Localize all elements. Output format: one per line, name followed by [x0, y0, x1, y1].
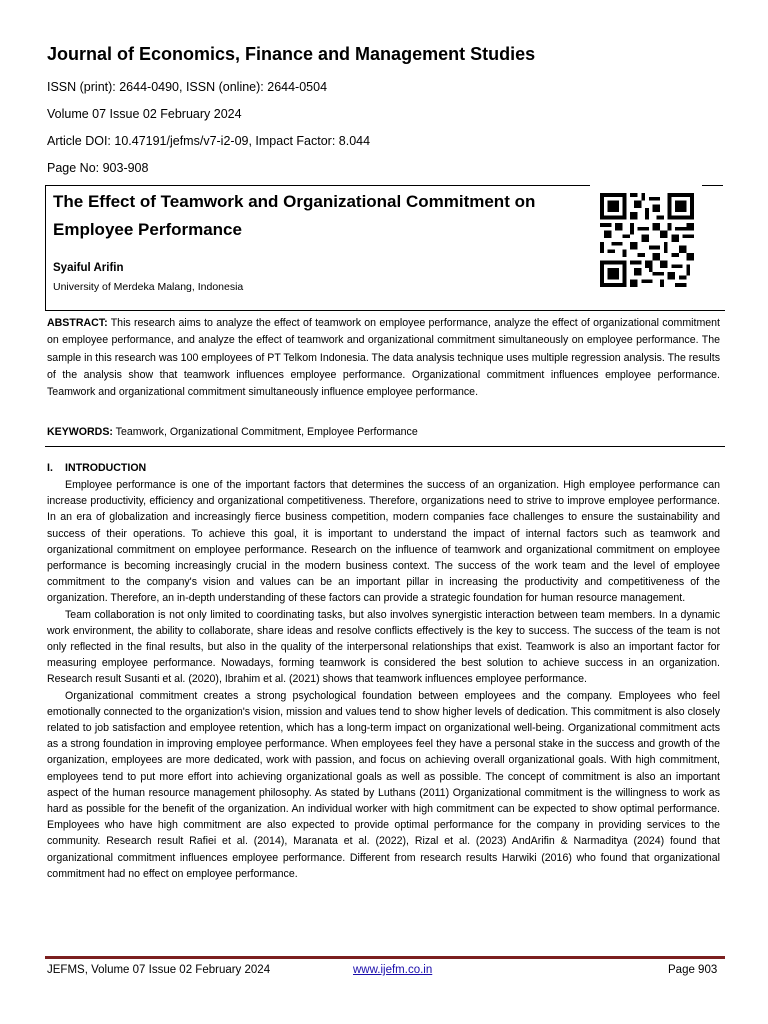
doi-line: Article DOI: 10.47191/jefms/v7-i2-09, Impact Factor: 8.044: [47, 134, 371, 148]
qr-code-icon[interactable]: [597, 193, 697, 287]
footer-rule: [45, 956, 725, 959]
abstract-top-rule: [45, 310, 725, 311]
keywords-text: Teamwork, Organizational Commitment, Employee Performance: [112, 426, 418, 438]
page-range-line: Page No: 903-908: [47, 161, 149, 175]
section-title: INTRODUCTION: [65, 462, 147, 474]
footer-page-number: Page 903: [668, 964, 718, 976]
abstract-bottom-rule: [45, 446, 725, 447]
paragraph: Organizational commitment creates a strong psychological foundation between employees and the company. Employees who feel emotionally connected to the organization's vision, mission and values tend to show higher levels of dedication. This commitment is also closely related to job satisfaction and employee retention, which has a long-term impact on organizational well-being. Organizational commitment acts as a strong foundation in improving employee performance. When employees feel they have a personal stake in the success and growth of the organization, employees are more dedicated, work with passion, and focus on achieving overall organizational goals. With high commitment, employees tend to put more effort into achieving organizational goals as well as possible. The concept of commitment is also an important aspect of the human resource management philosophy. As stated by Luthans (2011) Organizational commitment is the willingness to work as hard as possible for the benefit of the organization. An individual worker with high commitment can be expected to show optimal performance. Employees who have high commitment are also expected to provide optimal performance for the company in providing services to the community. Research result Rafiei et al. (2014), Maranata et al. (2022), Rizal et al. (2023) AndArifin & Narmaditya (2024) found that organizational commitment influences employee performance. Different from research results Harwiki (2016) who found that organizational commitment had no effect on employee performance.: [47, 689, 720, 880]
footer-website-link[interactable]: www.ijefm.co.in: [353, 964, 433, 976]
article-title: The Effect of Teamwork and Organizational Commitment on Employee Performance: [53, 192, 536, 239]
abstract-label: ABSTRACT:: [47, 317, 108, 329]
title-box-left-rule: [45, 185, 46, 310]
keywords: [47, 426, 720, 438]
footer-journal-issue: JEFMS, Volume 07 Issue 02 February 2024: [47, 964, 271, 976]
issn-line: ISSN (print): 2644-0490, ISSN (online): 2644-0504: [47, 80, 328, 94]
title-box-top-rule: [45, 185, 590, 186]
title-box-top-rule-right: [702, 185, 723, 186]
abstract-text: This research aims to analyze the effect of teamwork on employee performance, analyze the effect of organizational commitment on employee performance, and analyze the effect of teamwork and organizational commitment simultaneously on employee performance. The sample in this research was 100 employees of PT Telkom Indonesia. The data analysis technique uses multiple regression analysis. The results of the analysis show that teamwork influences employee performance. Organizational commitment influences employee performance. Teamwork and organizational commitment simultaneously influence employee performance.: [47, 317, 720, 399]
journal-title: Journal of Economics, Finance and Management Studies: [47, 44, 536, 64]
introduction-body: [47, 477, 720, 882]
volume-line: Volume 07 Issue 02 February 2024: [47, 107, 242, 121]
section-number: I.: [47, 462, 53, 474]
author-affiliation: University of Merdeka Malang, Indonesia: [53, 281, 244, 293]
paragraph: Employee performance is one of the important factors that determines the success of an organization. High employee performance can increase productivity, efficiency and organizational competitiveness. Therefore, organizations need to strive to improve employee performance. In an era of globalization and increasingly fierce business competition, modern companies face challenges to ensure the sustainability and success of their operations. To achieve this goal, it is important to understand the impact of internal factors such as teamwork and organizational commitment on employee performance. Research on the influence of teamwork and organizational commitment on employee performance is becoming increasingly crucial in the modern business context. The success of the work team and the level of employee commitment to the company's vision and values can be an important pillar in increasing the productivity and competitiveness of the organization. Therefore, an in-depth understanding of these factors can provide a strategic foundation for human resource management.: [47, 479, 720, 605]
author-name: Syaiful Arifin: [53, 262, 124, 274]
abstract: [47, 315, 720, 401]
keywords-label: KEYWORDS:: [47, 426, 113, 438]
paragraph: Team collaboration is not only limited to coordinating tasks, but also involves synergistic interaction between team members. In a dynamic work environment, the ability to collaborate, share ideas and resolve conflicts effectively is the key to success. The success of the team is not only reflected in the final results, but also in the quality of the interpersonal relationships that exist. Teamwork is also an important factor for measuring employee performance. Nowadays, forming teamwork is considered the best solution to achieve success in an organization. Research result Susanti et al. (2020), Ibrahim et al. (2021) shows that teamwork influences employee performance.: [47, 608, 720, 686]
section-heading-introduction: [47, 462, 146, 474]
